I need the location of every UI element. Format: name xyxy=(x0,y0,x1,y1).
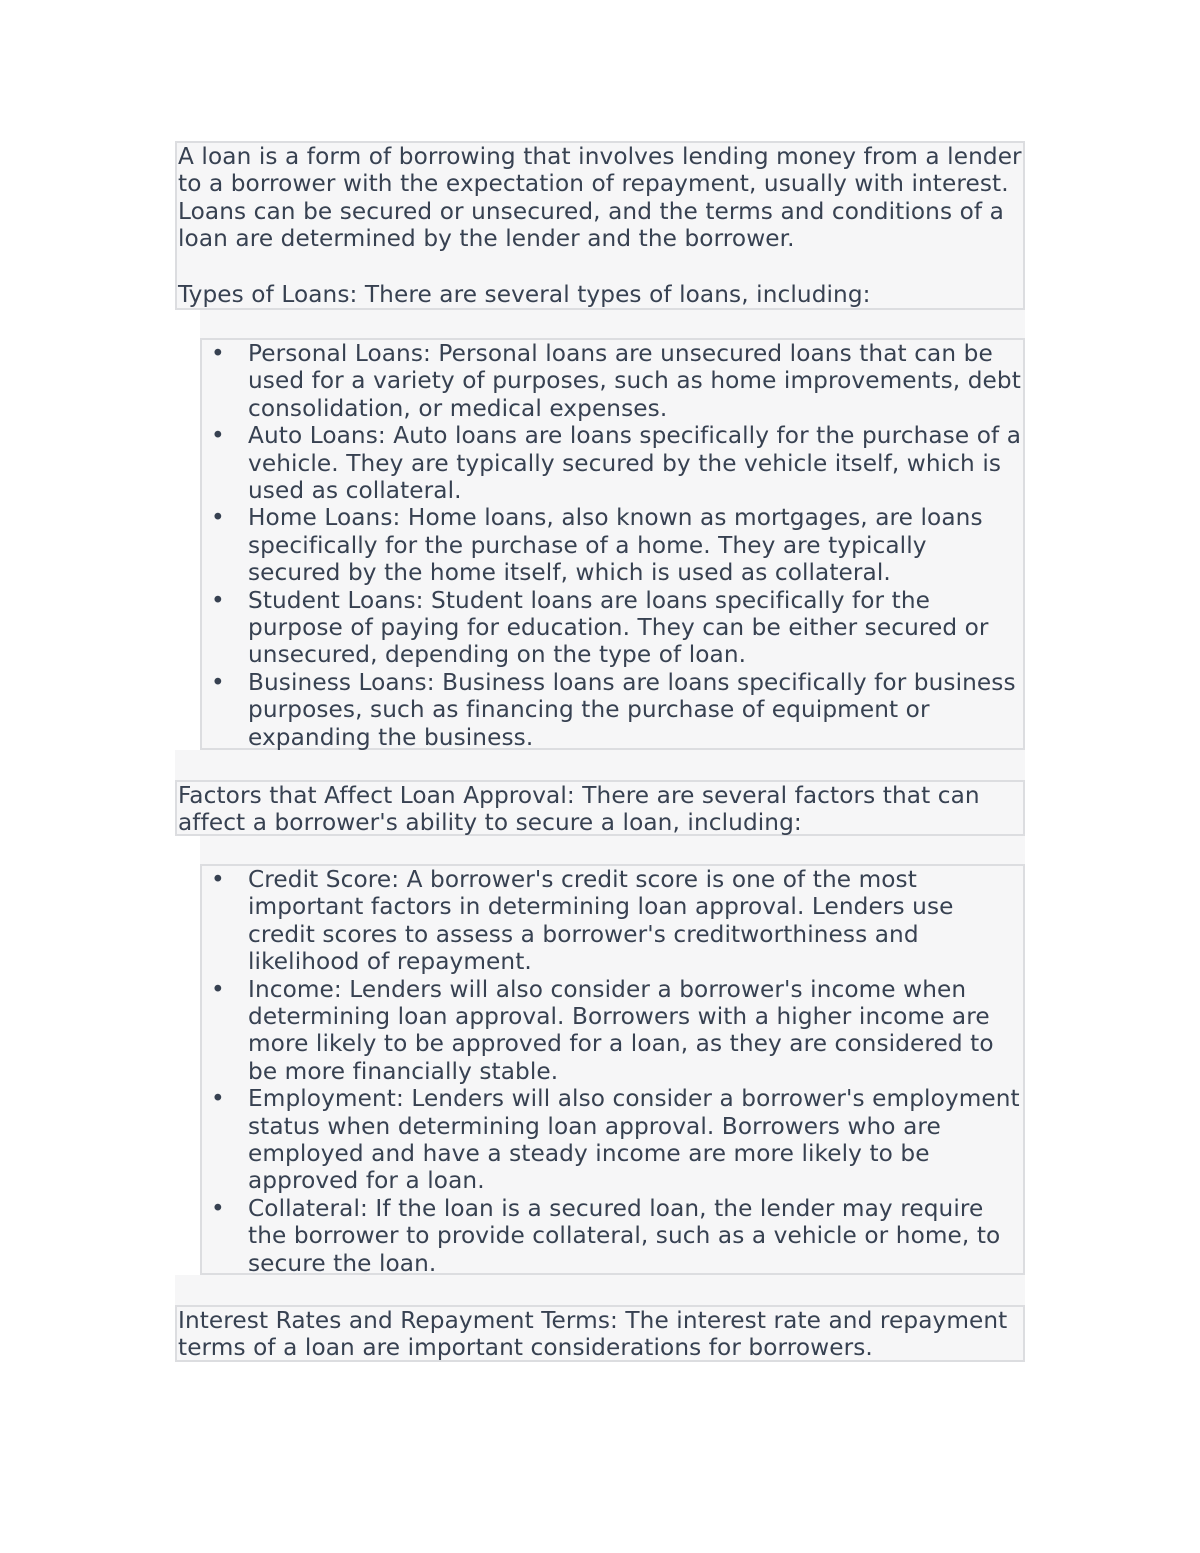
section-spacer xyxy=(175,1275,1025,1305)
section-spacer xyxy=(200,836,1025,864)
list-item xyxy=(202,422,1023,504)
list-item xyxy=(202,866,1023,976)
list-item xyxy=(202,340,1023,422)
bullet-icon: • xyxy=(211,340,225,367)
bullet-icon: • xyxy=(211,1194,225,1222)
list-item xyxy=(202,504,1023,586)
list-item xyxy=(202,1195,1023,1277)
loan-types-list xyxy=(200,338,1025,750)
list-item-text: Employment: Lenders will also consider a borrower's employment status when determining loan approval. Borrowers who are employed and have a steady income are more likely to be approved for a loan. xyxy=(248,1085,1020,1195)
interest-paragraph: Interest Rates and Repayment Terms: The interest rate and repayment terms of a loan are important considerations for borrowers. xyxy=(178,1307,1008,1362)
factors-list xyxy=(200,864,1025,1275)
bullet-icon: • xyxy=(211,1085,225,1113)
list-item xyxy=(202,1085,1023,1195)
list-item xyxy=(202,976,1023,1086)
list-item-text: Student Loans: Student loans are loans specifically for the purpose of paying for education. They can be either secured or unsecured, depending on the type of loan. xyxy=(248,586,989,669)
interest-section xyxy=(175,1305,1025,1362)
bullet-icon: • xyxy=(211,866,225,893)
bullet-icon: • xyxy=(211,975,225,1003)
list-item-text: Personal Loans: Personal loans are unsecured loans that can be used for a variety of purposes, such as home improvements, debt consolidation, or medical expenses. xyxy=(248,340,1021,422)
bullet-icon: • xyxy=(211,586,225,614)
list-item xyxy=(202,587,1023,669)
section-spacer xyxy=(175,750,1025,780)
list-item-text: Income: Lenders will also consider a borrower's income when determining loan approval. Borrowers with a higher income are more likely to be approved for a loan, as they are considered to be more financially stable. xyxy=(248,975,994,1085)
bullet-icon: • xyxy=(211,422,225,450)
section-spacer xyxy=(200,310,1025,338)
factors-heading: Factors that Affect Loan Approval: There are several factors that can affect a borrower's ability to secure a loan, including: xyxy=(178,782,980,837)
list-item-text: Credit Score: A borrower's credit score is one of the most important factors in determining loan approval. Lenders use credit scores to assess a borrower's creditworthiness and likelihood of repayment. xyxy=(248,866,954,976)
list-item-text: Collateral: If the loan is a secured loan, the lender may require the borrower to provide collateral, such as a vehicle or home, to secure the loan. xyxy=(248,1194,1001,1277)
types-heading: Types of Loans: There are several types of loans, including: xyxy=(178,280,871,308)
list-item-text: Auto Loans: Auto loans are loans specifically for the purchase of a vehicle. They are typically secured by the vehicle itself, which is used as collateral. xyxy=(248,422,1022,505)
list-item xyxy=(202,669,1023,751)
bullet-icon: • xyxy=(211,668,225,696)
factors-section xyxy=(175,780,1025,836)
paragraph-spacer xyxy=(178,253,1023,281)
document-page xyxy=(175,141,1025,1362)
bullet-icon: • xyxy=(211,504,225,532)
intro-section xyxy=(175,141,1025,310)
list-item-text: Home Loans: Home loans, also known as mortgages, are loans specifically for the purchase of a home. They are typically secured by the home itself, which is used as collateral. xyxy=(248,504,983,587)
intro-paragraph: A loan is a form of borrowing that involves lending money from a lender to a borrower with the expectation of repayment, usually with interest. Loans can be secured or unsecured, and the terms and conditions of a loan are determined by the lender and the borrower. xyxy=(178,143,1022,253)
list-item-text: Business Loans: Business loans are loans specifically for business purposes, such as financing the purchase of equipment or expanding the business. xyxy=(248,668,1016,751)
